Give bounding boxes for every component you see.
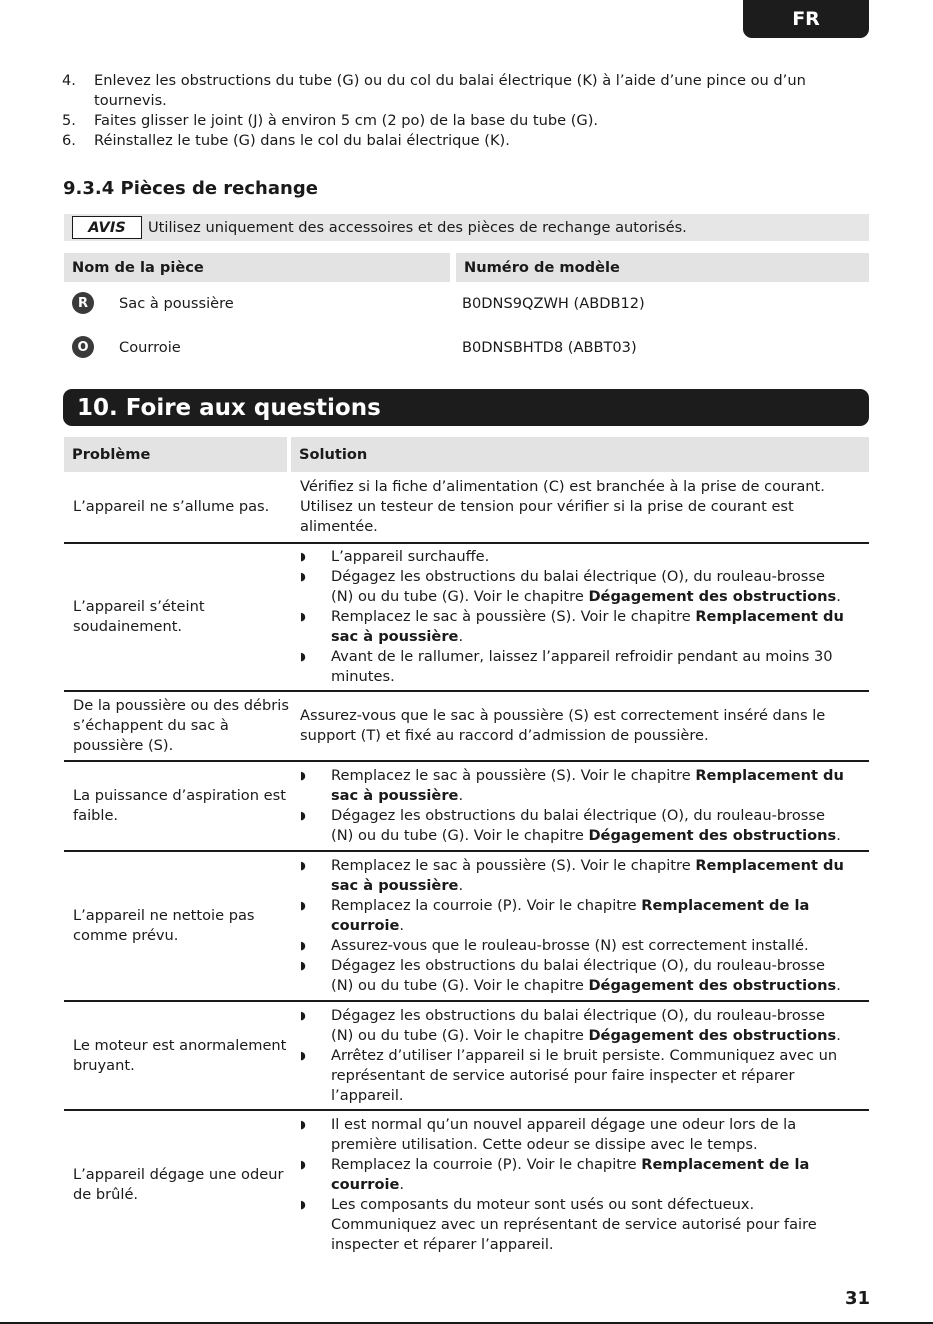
bullet-marker: ◗ xyxy=(300,550,306,563)
bullet-marker: ◗ xyxy=(300,939,306,952)
part-name: Sac à poussière xyxy=(119,294,234,312)
solution-cell xyxy=(299,1006,869,1106)
faq-row xyxy=(64,762,869,852)
step-number: 4. xyxy=(62,72,76,89)
problem-cell: De la poussière ou des débris s’échappent du sac à poussière (S). xyxy=(73,697,289,754)
step-number: 6. xyxy=(62,132,76,149)
faq-title: 10. Foire aux questions xyxy=(63,389,869,426)
bullet-marker: ◗ xyxy=(300,1198,306,1211)
solution-cell xyxy=(299,1115,869,1255)
bullet-item: ◗ Arrêtez d’utiliser l’appareil si le bruit persiste. Communiquez avec un représentant de service autorisé pour faire inspecter et réparer l’appareil. xyxy=(300,1046,838,1104)
step-text: Réinstallez le tube (G) dans le col du balai électrique (K). xyxy=(94,132,510,149)
bullet-item: ◗ L’appareil surchauffe. xyxy=(300,548,490,565)
faq-row xyxy=(64,1111,869,1259)
bullet-marker: ◗ xyxy=(300,1118,306,1131)
bullet-item: ◗ Dégagez les obstructions du balai électrique (O), du rouleau-brosse (N) ou du tube (G). Voir le chapitre Dégagement des obstructions. xyxy=(300,957,841,994)
bullet-item: ◗ Remplacez le sac à poussière (S). Voir le chapitre Remplacement du sac à poussière. xyxy=(300,767,844,804)
col-problem: Problème xyxy=(64,437,287,472)
problem-cell: L’appareil ne nettoie pas comme prévu. xyxy=(73,907,255,944)
bullet-item: ◗ Dégagez les obstructions du balai électrique (O), du rouleau-brosse (N) ou du tube (G). Voir le chapitre Dégagement des obstructions. xyxy=(300,568,841,605)
solution-cell xyxy=(299,766,869,846)
step-item xyxy=(62,111,852,131)
page-number: 31 xyxy=(845,1288,871,1309)
bullet-item: ◗ Il est normal qu’un nouvel appareil dégage une odeur lors de la première utilisation. Cette odeur se dissipe avec le temps. xyxy=(300,1116,797,1153)
faq-row xyxy=(64,544,869,692)
instruction-steps xyxy=(62,71,852,151)
step-number: 5. xyxy=(62,112,76,129)
bullet-item: ◗ Les composants du moteur sont usés ou sont défectueux. Communiquez avec un représentant de service autorisé pour faire inspecter et réparer l’appareil. xyxy=(300,1196,817,1253)
bullet-item: ◗ Dégagez les obstructions du balai électrique (O), du rouleau-brosse (N) ou du tube (G). Voir le chapitre Dégagement des obstructions. xyxy=(300,807,841,844)
parts-row xyxy=(64,334,869,360)
step-item xyxy=(62,71,852,111)
faq-table-header xyxy=(64,437,869,472)
part-model: B0DNSBHTD8 (ABBT03) xyxy=(462,338,637,356)
problem-cell: L’appareil dégage une odeur de brûlé. xyxy=(73,1166,284,1203)
step-item xyxy=(62,131,852,151)
bullet-marker: ◗ xyxy=(300,769,306,782)
bullet-marker: ◗ xyxy=(300,859,306,872)
bullet-item: ◗ Remplacez le sac à poussière (S). Voir le chapitre Remplacement du sac à poussière. xyxy=(300,608,844,645)
col-model-number: Numéro de modèle xyxy=(456,253,869,282)
faq-row xyxy=(64,692,869,762)
bullet-marker: ◗ xyxy=(300,1158,306,1171)
part-name: Courroie xyxy=(119,338,181,356)
solution-cell xyxy=(299,547,869,687)
problem-cell: L’appareil ne s’allume pas. xyxy=(73,498,270,515)
col-part-name: Nom de la pièce xyxy=(64,253,450,282)
bullet-item: ◗ Remplacez la courroie (P). Voir le chapitre Remplacement de la courroie. xyxy=(300,897,810,934)
faq-row xyxy=(64,1002,869,1111)
part-model: B0DNS9QZWH (ABDB12) xyxy=(462,294,645,312)
solution-cell: Vérifiez si la fiche d’alimentation (C) est branchée à la prise de courant. Utilisez un testeur de tension pour vérifier si la prise de courant est alimentée. xyxy=(300,478,825,535)
bullet-marker: ◗ xyxy=(300,899,306,912)
language-tab: FR xyxy=(743,0,869,38)
problem-cell: Le moteur est anormalement bruyant. xyxy=(73,1036,287,1074)
bullet-marker: ◗ xyxy=(300,1008,306,1022)
bullet-item: ◗ Assurez-vous que le rouleau-brosse (N) est correctement installé. xyxy=(300,937,809,954)
step-text: Enlevez les obstructions du tube (G) ou du col du balai électrique (K) à l’aide d’une pince ou d’un tournevis. xyxy=(94,72,806,109)
bullet-marker: ◗ xyxy=(300,959,306,972)
faq-row xyxy=(64,852,869,1002)
parts-heading: 9.3.4 Pièces de rechange xyxy=(63,178,318,199)
bullet-marker: ◗ xyxy=(300,610,306,623)
bullet-item: ◗ Avant de le rallumer, laissez l’appareil refroidir pendant au moins 30 minutes. xyxy=(300,648,833,685)
bullet-marker: ◗ xyxy=(300,650,306,663)
notice-text: Utilisez uniquement des accessoires et des pièces de rechange autorisés. xyxy=(148,219,687,236)
bullet-item: ◗ Remplacez le sac à poussière (S). Voir le chapitre Remplacement du sac à poussière. xyxy=(300,857,844,894)
bullet-marker: ◗ xyxy=(300,1048,306,1062)
parts-row xyxy=(64,290,869,316)
bullet-marker: ◗ xyxy=(300,570,306,583)
step-text: Faites glisser le joint (J) à environ 5 cm (2 po) de la base du tube (G). xyxy=(94,112,599,129)
notice-label: AVIS xyxy=(72,216,142,239)
faq-table xyxy=(64,437,869,1259)
solution-cell xyxy=(299,856,869,996)
notice-box xyxy=(64,214,869,241)
part-badge: O xyxy=(72,336,94,358)
bullet-marker: ◗ xyxy=(300,809,306,822)
faq-row xyxy=(64,472,869,544)
bullet-item: ◗ Remplacez la courroie (P). Voir le chapitre Remplacement de la courroie. xyxy=(300,1156,810,1193)
solution-cell: Assurez-vous que le sac à poussière (S) est correctement inséré dans le support (T) et fixé au raccord d’admission de poussière. xyxy=(300,707,826,744)
part-badge: R xyxy=(72,292,94,314)
problem-cell: La puissance d’aspiration est faible. xyxy=(73,787,286,824)
problem-cell: L’appareil s’éteint soudainement. xyxy=(73,598,205,635)
parts-table-header xyxy=(64,253,869,282)
col-solution: Solution xyxy=(291,437,869,472)
bullet-item: ◗ Dégagez les obstructions du balai électrique (O), du rouleau-brosse (N) ou du tube (G). Voir le chapitre Dégagement des obstructions. xyxy=(300,1006,841,1044)
